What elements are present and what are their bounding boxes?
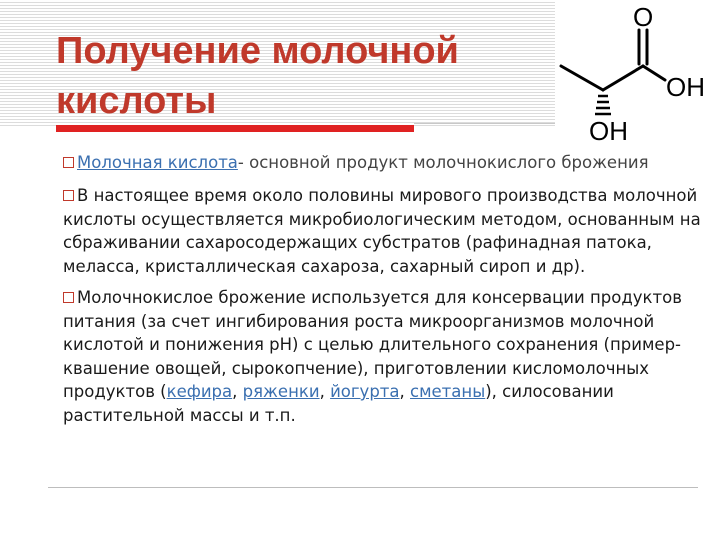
definition-text: - основной продукт молочнокислого брожения (237, 153, 649, 172)
link-smetana[interactable]: сметаны (410, 382, 486, 401)
title-line-1: Получение молочной (56, 30, 459, 72)
link-yogurt[interactable]: йогурта (330, 382, 400, 401)
paragraph-definition (63, 152, 703, 174)
link-kefir[interactable]: кефира (166, 382, 233, 401)
bond-carbonyl-carbon (603, 66, 643, 90)
link-ryazhenka[interactable]: ряженки (242, 382, 320, 401)
atom-label-oh-bottom: OH (589, 116, 628, 146)
atom-label-oh: OH (666, 72, 705, 102)
header-divider-line (414, 123, 555, 124)
title-line-2: кислоты (56, 80, 217, 122)
production-text: В настоящее время около половины мирового производства молочной кислоты осуществляется микробиологическим методом, основанным на сбраживании сахаросодержащих субстратов (рафинадная патока, меласса, кристаллическая сахароза, сахарный сироп и др). (63, 186, 701, 276)
bond-c-oh (643, 66, 665, 80)
footer-divider-line (48, 487, 698, 488)
separator: , (319, 382, 331, 401)
hollow-square-bullet-icon (63, 190, 74, 201)
hashed-wedge-bond (595, 96, 611, 114)
slide-body (63, 152, 703, 435)
atom-label-o: O (633, 2, 654, 32)
paragraph-fermentation-uses (63, 286, 703, 427)
separator: , (399, 382, 411, 401)
uses-text-b: ), силосовании растительной массы и т.п. (63, 382, 614, 425)
separator: , (232, 382, 243, 401)
lactic-acid-structure-diagram (553, 0, 720, 150)
uses-text-a: Молочнокислое брожение используется для консервации продуктов питания (за счет ингибирования роста микроорганизмов молочной кислотой и понижения рН) с целью длительного сохранения (пример- квашение овощей, сырокопчение), приготовлении кисломолочных продуктов ( (63, 288, 682, 401)
paragraph-production (63, 184, 703, 278)
title-underline-bar (56, 125, 414, 132)
hollow-square-bullet-icon (63, 292, 74, 303)
slide-title (56, 26, 526, 126)
link-lactic-acid[interactable]: Молочная кислота (77, 153, 238, 172)
bond-methyl (561, 66, 603, 90)
hollow-square-bullet-icon (63, 157, 74, 168)
